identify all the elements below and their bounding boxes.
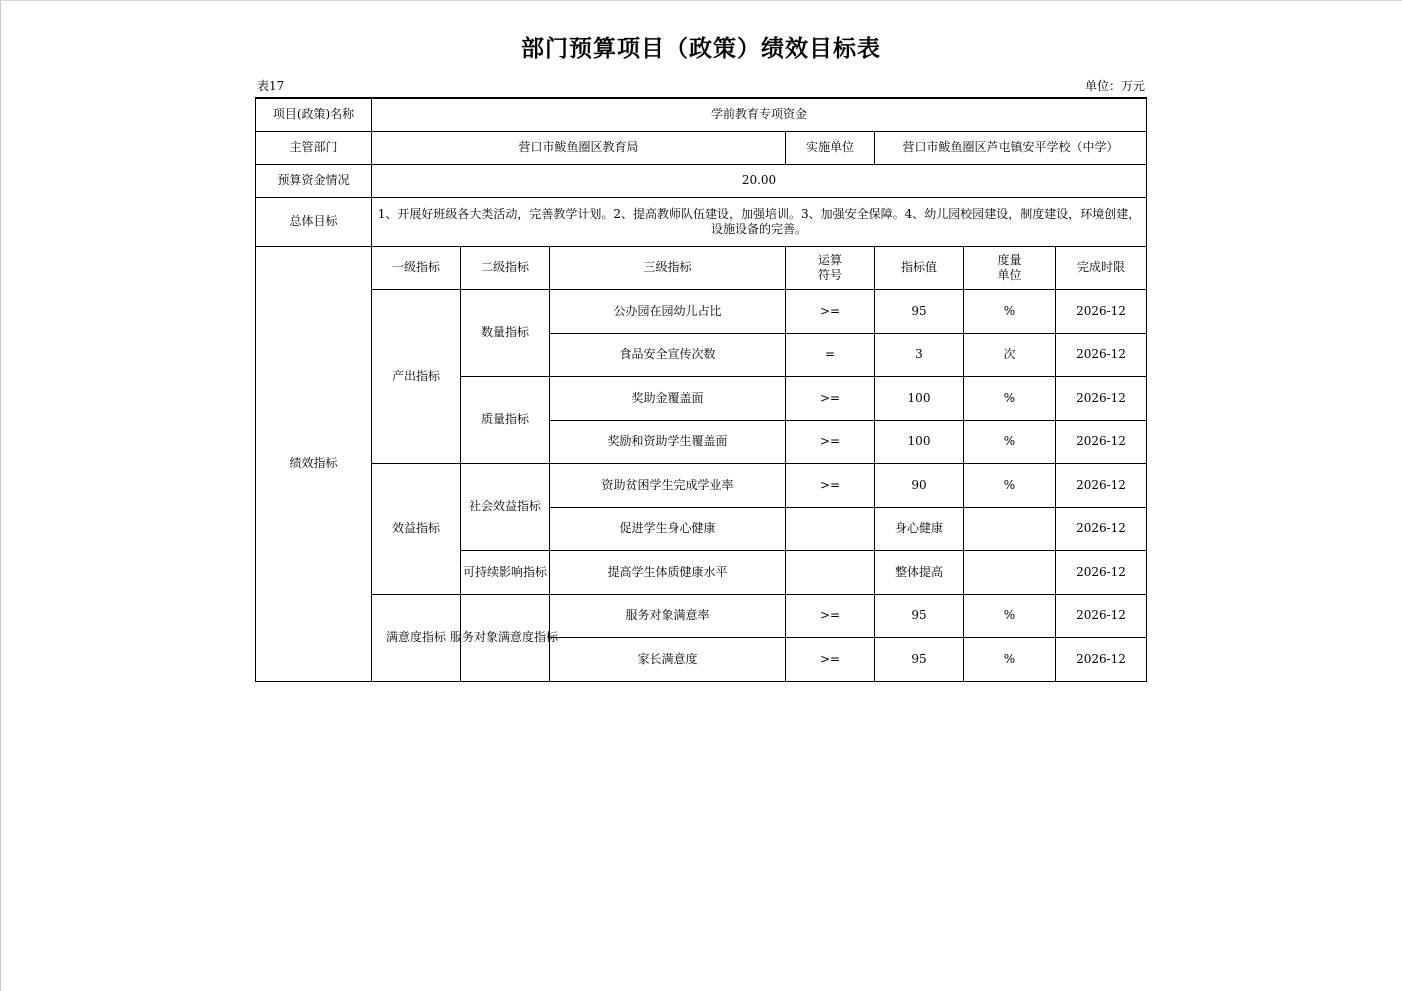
project-name-value: 学前教育专项资金 — [372, 98, 1147, 131]
indicator-name: 奖励和资助学生覆盖面 — [550, 420, 786, 463]
indicator-unit: % — [964, 637, 1056, 681]
indicator-unit: % — [964, 376, 1056, 420]
page-left-border — [0, 0, 1, 991]
department-row — [256, 131, 1147, 164]
performance-goal-table — [255, 97, 1147, 682]
indicator-name: 资助贫困学生完成学业率 — [550, 463, 786, 507]
header-operator-line1: 运算 — [817, 252, 842, 267]
header-level3: 三级指标 — [550, 246, 786, 289]
project-name-row — [256, 98, 1147, 131]
header-level1: 一级指标 — [372, 246, 461, 289]
indicator-unit: % — [964, 594, 1056, 637]
table-number: 表17 — [257, 79, 285, 93]
indicator-unit: % — [964, 420, 1056, 463]
indicator-name: 食品安全宣传次数 — [550, 333, 786, 376]
indicator-name: 促进学生身心健康 — [550, 507, 786, 550]
group-service-satisfaction: 服务对象满意度指标 — [461, 594, 550, 681]
header-unit — [964, 246, 1056, 289]
header-operator-line2: 符号 — [817, 267, 842, 282]
header-unit-line2: 单位 — [997, 267, 1022, 282]
indicator-row — [256, 463, 1147, 507]
indicator-deadline: 2026-12 — [1056, 463, 1147, 507]
header-deadline: 完成时限 — [1056, 246, 1147, 289]
indicator-value: 90 — [875, 463, 964, 507]
indicator-value: 95 — [875, 289, 964, 333]
indicator-unit: 次 — [964, 333, 1056, 376]
page-top-border — [0, 0, 1402, 1]
indicator-unit — [964, 550, 1056, 594]
indicator-value: 95 — [875, 637, 964, 681]
group-satisfaction: 满意度指标 — [372, 594, 461, 681]
group-output: 产出指标 — [372, 289, 461, 463]
indicator-deadline: 2026-12 — [1056, 594, 1147, 637]
department-label: 主管部门 — [256, 131, 372, 164]
header-operator — [786, 246, 875, 289]
implementing-unit-value: 营口市鲅鱼圈区芦屯镇安平学校（中学） — [875, 131, 1147, 164]
overall-goal-label: 总体目标 — [256, 197, 372, 246]
indicator-row — [256, 289, 1147, 333]
indicator-name: 公办园在园幼儿占比 — [550, 289, 786, 333]
implementing-unit-label: 实施单位 — [786, 131, 875, 164]
indicator-operator — [786, 550, 875, 594]
indicator-operator: = — [786, 333, 875, 376]
unit-label: 单位：万元 — [1084, 79, 1145, 93]
indicator-unit: % — [964, 463, 1056, 507]
indicator-operator: >= — [786, 637, 875, 681]
indicator-name: 家长满意度 — [550, 637, 786, 681]
indicator-value: 100 — [875, 376, 964, 420]
indicator-value: 整体提高 — [875, 550, 964, 594]
indicator-value: 3 — [875, 333, 964, 376]
overall-goal-value: 1、开展好班级各大类活动，完善教学计划。2、提高教师队伍建设，加强培训。3、加强安全保障。4、幼儿园校园建设，制度建设，环境创建，设施设备的完善。 — [372, 197, 1147, 246]
group-sustainable-impact: 可持续影响指标 — [461, 550, 550, 594]
group-benefit: 效益指标 — [372, 463, 461, 594]
indicator-name: 奖助金覆盖面 — [550, 376, 786, 420]
indicator-deadline: 2026-12 — [1056, 376, 1147, 420]
group-quality: 质量指标 — [461, 376, 550, 463]
indicator-value: 身心健康 — [875, 507, 964, 550]
document-title: 部门预算项目（政策）绩效目标表 — [521, 35, 881, 62]
indicator-row — [256, 594, 1147, 637]
indicator-operator: >= — [786, 463, 875, 507]
indicator-name: 服务对象满意率 — [550, 594, 786, 637]
indicator-unit: % — [964, 289, 1056, 333]
indicator-deadline: 2026-12 — [1056, 637, 1147, 681]
indicator-operator — [786, 507, 875, 550]
header-level2: 二级指标 — [461, 246, 550, 289]
indicator-operator: >= — [786, 594, 875, 637]
indicator-operator: >= — [786, 420, 875, 463]
indicator-deadline: 2026-12 — [1056, 420, 1147, 463]
department-value: 营口市鲅鱼圈区教育局 — [372, 131, 786, 164]
indicator-deadline: 2026-12 — [1056, 289, 1147, 333]
header-value: 指标值 — [875, 246, 964, 289]
header-unit-line1: 度量 — [997, 252, 1022, 267]
indicator-deadline: 2026-12 — [1056, 507, 1147, 550]
indicator-deadline: 2026-12 — [1056, 333, 1147, 376]
group-quantity: 数量指标 — [461, 289, 550, 376]
budget-row — [256, 164, 1147, 197]
indicator-header-row — [256, 246, 1147, 289]
performance-indicators-label: 绩效指标 — [256, 246, 372, 681]
indicator-deadline: 2026-12 — [1056, 550, 1147, 594]
indicator-name: 提高学生体质健康水平 — [550, 550, 786, 594]
group-social-benefit: 社会效益指标 — [461, 463, 550, 550]
indicator-value: 100 — [875, 420, 964, 463]
indicator-value: 95 — [875, 594, 964, 637]
budget-value: 20.00 — [372, 164, 1147, 197]
indicator-operator: >= — [786, 289, 875, 333]
overall-goal-row — [256, 197, 1147, 246]
budget-label: 预算资金情况 — [256, 164, 372, 197]
indicator-unit — [964, 507, 1056, 550]
indicator-operator: >= — [786, 376, 875, 420]
project-name-label: 项目(政策)名称 — [256, 98, 372, 131]
